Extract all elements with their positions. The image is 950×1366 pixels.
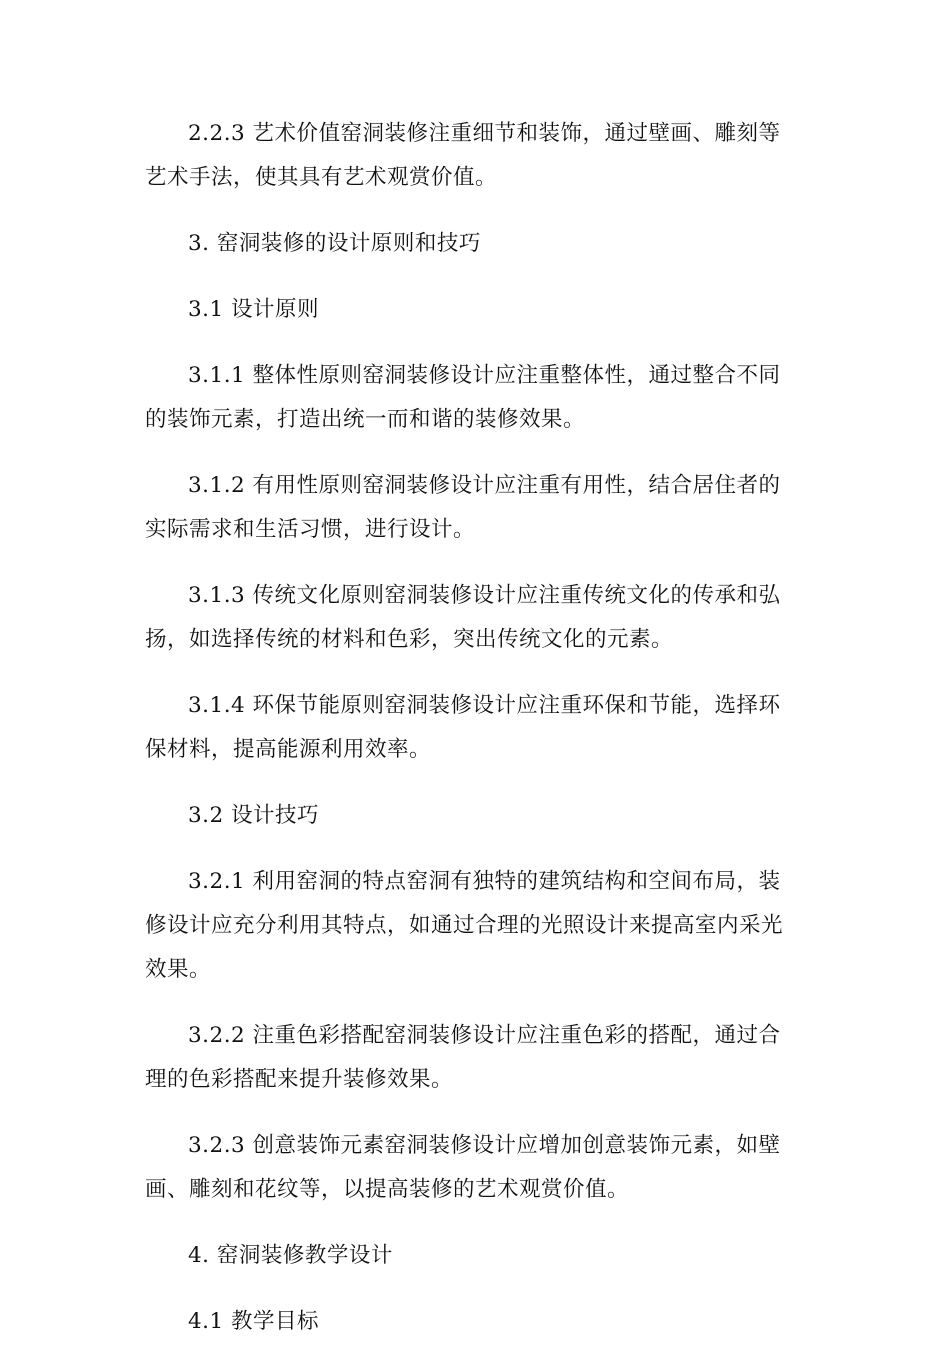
section-heading-3: 3. 窑洞装修的设计原则和技巧 (188, 231, 481, 256)
subsection-heading-3-2: 3.2 设计技巧 (188, 803, 320, 828)
paragraph-3-2-2: 3.2.2 注重色彩搭配窑洞装修设计应注重色彩的搭配，通过合理的色彩搭配来提升装修效果。 (145, 1023, 781, 1092)
paragraph-3-2-3: 3.2.3 创意装饰元素窑洞装修设计应增加创意装饰元素，如壁画、雕刻和花纹等，以提高装修的艺术观赏价值。 (145, 1133, 781, 1202)
paragraph-3-1-3: 3.1.3 传统文化原则窑洞装修设计应注重传统文化的传承和弘扬，如选择传统的材料和色彩，突出传统文化的元素。 (145, 583, 781, 652)
section-heading-4: 4. 窑洞装修教学设计 (188, 1243, 393, 1268)
subsection-heading-4-1: 4.1 教学目标 (188, 1309, 320, 1334)
paragraph-3-1-1: 3.1.1 整体性原则窑洞装修设计应注重整体性，通过整合不同的装饰元素，打造出统一而和谐的装修效果。 (145, 363, 781, 432)
document-body (145, 112, 795, 1366)
paragraph-2-2-3: 2.2.3 艺术价值窑洞装修注重细节和装饰，通过壁画、雕刻等艺术手法，使其具有艺术观赏价值。 (145, 121, 781, 190)
paragraph-3-1-2: 3.1.2 有用性原则窑洞装修设计应注重有用性，结合居住者的实际需求和生活习惯，进行设计。 (145, 473, 781, 542)
paragraph-3-1-4: 3.1.4 环保节能原则窑洞装修设计应注重环保和节能，选择环保材料，提高能源利用效率。 (145, 693, 781, 762)
subsection-heading-3-1: 3.1 设计原则 (188, 297, 320, 322)
paragraph-3-2-1: 3.2.1 利用窑洞的特点窑洞有独特的建筑结构和空间布局，装修设计应充分利用其特点，如通过合理的光照设计来提高室内采光效果。 (145, 869, 784, 982)
